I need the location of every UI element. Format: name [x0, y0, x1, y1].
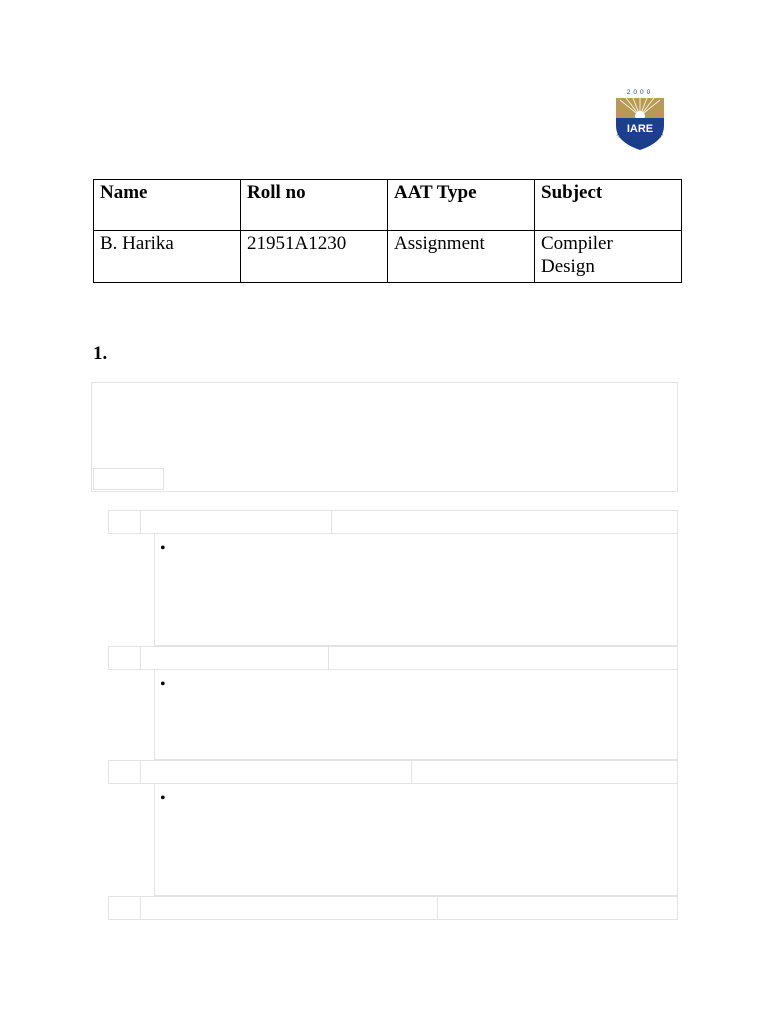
header-name: Name: [94, 180, 241, 231]
question-number: 1.: [93, 343, 108, 364]
row-cell-left: [140, 646, 329, 670]
header-aat-type: AAT Type: [388, 180, 535, 231]
row-cell-right: [411, 760, 678, 784]
row-cell-index: [108, 760, 141, 784]
table-header-row: [94, 180, 682, 231]
row-cell-left: [140, 760, 412, 784]
question-content-box: [91, 382, 678, 492]
bullet-point: •: [160, 676, 166, 693]
header-subject: Subject: [535, 180, 682, 231]
bullet-point: •: [160, 540, 166, 557]
row-cell-index: [108, 646, 141, 670]
row-cell-index: [108, 510, 141, 534]
row-cell-right: [331, 510, 678, 534]
cell-name: B. Harika: [94, 231, 241, 283]
logo-year: 2000: [626, 89, 654, 96]
table-row: [94, 231, 682, 283]
cell-subject: Compiler Design: [535, 231, 682, 283]
small-label-box: [93, 468, 164, 490]
student-info-table: [93, 179, 682, 283]
logo-motto: EDUCATION FOR LIBERATION: [615, 132, 665, 149]
row-cell-right: [328, 646, 678, 670]
logo-name: IARE: [626, 123, 654, 135]
content-panel: [154, 533, 678, 646]
content-panel: [154, 669, 678, 760]
row-cell-right: [437, 896, 678, 920]
iare-logo: [606, 86, 674, 154]
cell-roll-no: 21951A1230: [241, 231, 388, 283]
row-cell-left: [140, 896, 438, 920]
row-cell-left: [140, 510, 332, 534]
content-panel: [154, 783, 678, 896]
bullet-point: •: [160, 790, 166, 807]
cell-aat-type: Assignment: [388, 231, 535, 283]
header-roll-no: Roll no: [241, 180, 388, 231]
row-cell-index: [108, 896, 141, 920]
